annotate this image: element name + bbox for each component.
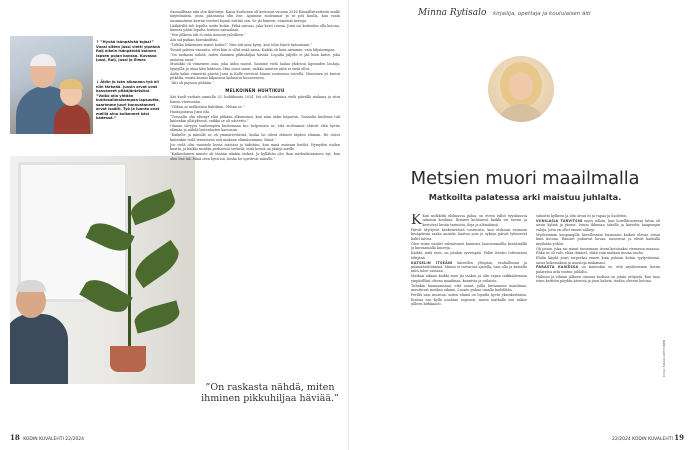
paragraph — [536, 265, 660, 274]
article-headline: Metsien muori maailmalla — [410, 168, 640, 189]
inline-heading: PARASTA KAIKESSA — [536, 265, 579, 270]
columnist-name: Minna Rytisalo — [418, 8, 487, 18]
paragraph: sulautin kylkeen ja olin aivan iti ja vapaa ja huoleton. — [536, 214, 628, 218]
magazine-issue: KODIN KUVALEHTI 22/2024 — [23, 437, 84, 442]
inline-heading: KATSELIN ITSEÄNI — [411, 260, 453, 265]
man-figure — [10, 314, 68, 384]
pull-quote: ”On raskasta nähdä, miten ihminen pikkuhiljaa häviää.” — [201, 382, 339, 404]
paragraph — [411, 261, 527, 274]
paragraph: Matkan aikana kaikki muu jäi taakse ja olin vapaa tarkkailemaan ympärilläni olevaa maailmaa, kaunista ja erilaista. — [411, 274, 527, 283]
page-number: 19 — [674, 433, 684, 442]
paragraph-text: myös silloin, kun hotellihuoneeni lattia oli aivan kylmä ja pimeä. Istuin ikkunan äärellä ja katselin kaupungin valoja, joita en ollut ennen nähnyt. — [536, 218, 660, 232]
man-hair — [30, 54, 56, 66]
portrait-body — [496, 104, 546, 122]
paragraph: ”Toisaalta olin ehtinyt elää pitkään alkusuruni, kun näin äidin hiipuvan. Toisaalta kuolema tuli kuitenkin yllätyksenä, vaikka se oli odotettu.” — [170, 114, 340, 123]
page-number: 18 — [10, 433, 20, 442]
paragraph: Hautajaisissa Jussi itki. — [170, 109, 210, 114]
paragraph: Kaikki, mitä teen, on jotakin syvempää. Pidän itseäni tottuneena tekijänä. — [411, 251, 527, 260]
paragraph: ”On raskasta nähdä, miten ihminen pikkuhiljaa häviää. Lopulta jäljelle ei jää kuin katse, joka muistaa sinut.” — [170, 53, 340, 62]
column-header — [418, 8, 591, 18]
paragraph: Äiti kuoli varhain aamulla 25. huhtikuuta 2024. Isä oli lauantaina vielä päivällä mukana ja istui hänen vieressään. — [170, 95, 340, 104]
paragraph: Ehdin käydä juuri tarpeeksi ennen kuin palasin kotiin tyytyväisenä, uusia kokemuksia ja muistoja mukanani. — [536, 256, 660, 265]
paragraph: Oli jotain, joka sai minut tuntemaan itseni kotoisaksi vieraassa maassa. Ehkä se oli valo, ehkä ihmiset, ehkä vain matkan tuoma rauha. — [536, 246, 660, 256]
paragraph: Omaan sävyyni vanhempien kuolemaan tuo helpotusta se, että molemmat ehtivät elää hyvän elämän ja nähdä lastenlasten kasvavan. — [170, 123, 340, 133]
columnist-role: kirjailija, opettaja ja koululaisen äiti — [492, 11, 591, 17]
section-subheading: MELKOINEN HUHTIKUU — [225, 87, 285, 93]
paragraph: Joo vielä olisi muistelu kuvia isästäni ja äidistäni, kun minä muistan heidät. Hymyilen niiden kautta, ja kaikki meidän perheessä tietävät, mitä heistä on jäänyt meille. — [170, 142, 340, 152]
magazine-issue: 22/2024 KODIN KUVALEHTI — [612, 437, 673, 442]
drop-cap: K — [411, 214, 422, 228]
child-figure — [54, 104, 90, 134]
paragraph: Äidin kaksi viimeistä päivää Jussi ja Kalle viettivät hänen vuoteensa vierellä. Viimeinen yö tuntui pitkältä, mutta kaunis hiljaisuus laskeutui huoneeseen. — [170, 71, 340, 81]
right-body-column-2 — [536, 214, 660, 429]
paragraph: ”Sen jälkeen äiti ei enää noussut jaloilleen.” — [170, 33, 246, 38]
paragraph: Tunnit palsiva vanaista, ettei hän ei ollut enää sama. Kaikki oli kuin aiemmin, vain hiljaisempaa. — [170, 48, 336, 53]
columnist-portrait — [488, 56, 554, 122]
paragraph: Hulinan ja vilinan jälkeen omassa kodissa on jotain erityistä. Kun taas istun keittiön pöydän ääressä ja juon kahvia, tiedän olevani kotona. — [536, 274, 660, 284]
paragraph: ”Olihan se melkoinen huhtikuu. Olihan se.” — [170, 104, 245, 109]
photo-caption-bottom: ↓ Äidin jo isän aikanaan työ oli niin tärkeää. Jussin arvot ovat kasvaneet pitkäjänteisiksi. ”Voiko olla yhtään kuntosalimaisempaa lapsuutta, saarimme juuri tunnustaneet arvot isoäiti. Työ ja luonto ovat meillä aina kulkeneet käsi kädessä.” — [96, 80, 160, 120]
paragraph: Lääkäriltä tuli lopulta soitto kotiin. Pitkä sairaus, joka kesti vuosia. Jussi sai kuitenkin olla kotona, kunnes pääsi lopulta hoitoon sairaalaan. — [170, 23, 340, 33]
paragraph-text: on kuitenkin se, että myöhemmin kotiin palatessa arki tuntuu juhlalta. — [536, 265, 660, 274]
plant-photo — [10, 156, 195, 384]
paragraph: ”Kaikelle ja minulle se oli ymmärrettävää, koska he olivat eläneet täyden elämän. He olivat kuitenkin vielä viimeiseen asti mukana elämässämme, läsnä.” — [170, 133, 340, 142]
photo-credit: KUVA: MARIA LEHTONEN — [662, 340, 666, 377]
paragraph — [411, 214, 527, 227]
paragraph: ”Tulitko hakemaan minut kotiin?” Niin äiti aina kysyi, kun tulin häntä katsomaan.” — [170, 43, 313, 48]
paragraph: Perillä sain muistaa, miten elämä on lopulta hyvin yksinkertaista. Kotona sen kyllä unohtaa nopeasti, mutta matkalla sen näkee jälleen kirkkaasti. — [411, 293, 527, 307]
article-deck: Matkoilta palatessa arki maistuu juhlalta. — [428, 192, 622, 202]
paragraph: ”Kaikenlainen muisto oli tänään niinkin tärkeä. Ja kyllähän olet ihan mielenkiintoinen nyt, kun olen itse isä. Minä olen hyvä isä, koska he opettivat minulle.” — [170, 152, 340, 161]
paragraph: Myöhemmin kaupungilla kävellessäni huomasin kaiken olevan toisin kuin kotona. Ihmiset puhuivat kovaa, nauroivat ja elivät kaduilla myöhään yöhön. — [536, 232, 660, 246]
paragraph: Saunailltaan niin olin ikävöinyt. Kaisa Korhonen oli kertonut vuonna 2016 Kansallisteatterin mulle näytelmästä, jossa pääosassa olin itse. Ajoimme molemmat ja se piti kuulla, kun vasta ensimmäisen kerran teatteri lupasi esittää sen. Se jäi häneen, viimeisiä kertoja. — [170, 10, 340, 23]
plant-pot — [110, 346, 146, 372]
portrait-face — [509, 72, 533, 100]
paragraph-text: katsellen ylöspäin, rauhallisena ja päämäärättömänä. Minun ei tarvinnut ajatella, vain olla ja katsella mitä tulee vastaan. — [411, 260, 527, 274]
paragraph: Musiikki oli viimeinen asia, joka äidin muisti. Saimme vielä laulaa yhdessä lapsuuden lauluja, hymyillä ja istua käsi kädessä. Hän osasi sanat, vaikka muuten niitä ei enää ollut. — [170, 62, 340, 71]
child-hair — [59, 79, 83, 89]
right-body-column-1 — [411, 214, 527, 429]
paragraph: Olen viime vuodet valmistanut kaunista luonnonmallia keräämällä ja kuivaamalla kasveja. — [411, 241, 527, 251]
paragraph: Äiti sai paikan hoivakodista. — [170, 38, 219, 43]
paragraph: ”Äiti oli pujaton pitkään.” — [170, 81, 214, 86]
paragraph — [536, 219, 660, 232]
page-footer-right — [612, 433, 686, 442]
family-photo — [10, 36, 93, 134]
inline-heading: VIINILASIA TARVITSIN — [536, 218, 583, 223]
lead-paragraph: Kun mökkiltä elokuussa palaa, on eteen tullut syyskuussa takaisin kouluun. Ihmiset kohtaavat kaikki eri tavoin ja kertoivat kesän tarinoita, iloja ja elämäänsä. — [422, 214, 527, 227]
paragraph: Päivät täyttyvät keskenerästä vastuusta, kun elokuun vaimean kesäpäivän raaka aurinko kaatuu pois ja syksyn päivät lyhenevät kohti talvea. — [411, 227, 527, 241]
photo-caption-top: ↑ ”Hyvää isänpäivää tojaa!” Vuosi sitten Jussi vietti ylpeänä Raij oikein isänpäivää kolmen lapsen pojan kanssa. Kuvassa Jussi, Raij, Jussi ja Elmer. — [96, 40, 160, 62]
page-footer-left — [10, 433, 84, 442]
left-body-text — [170, 10, 340, 394]
man-hair — [16, 280, 46, 292]
plant-stem — [128, 196, 131, 356]
paragraph: Tulinkin huomaamaan, että sanat, joilla kuvaamme maailmaa, muuttuvat matkan aikana. Luonto puhuu omalla kielellään. — [411, 283, 527, 293]
